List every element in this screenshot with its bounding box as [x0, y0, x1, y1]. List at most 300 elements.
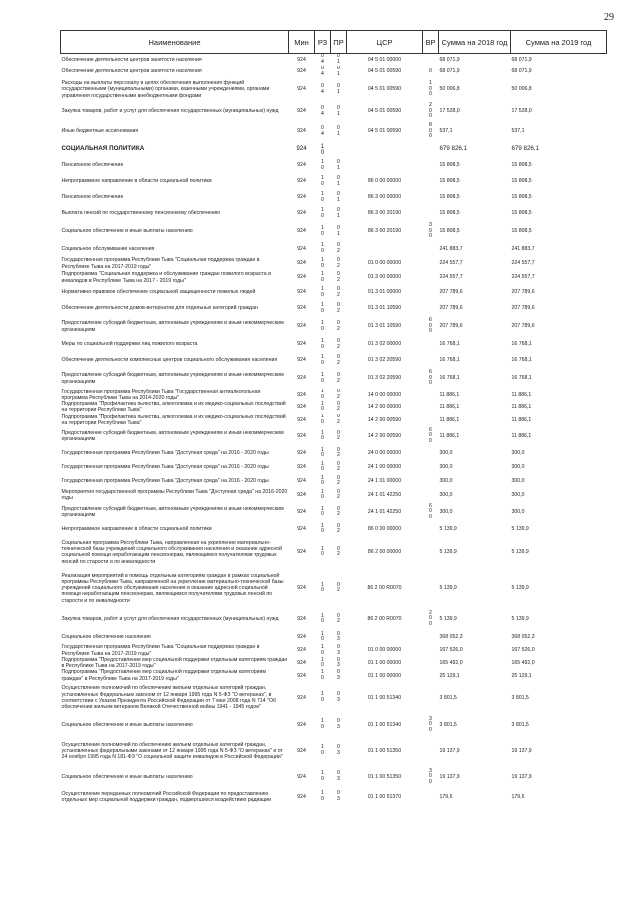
row-vr — [423, 242, 439, 257]
row-rz-digit: 1 — [321, 301, 324, 308]
row-rz-digit: 0 — [321, 307, 324, 314]
row-vr-digit: 0 — [429, 113, 432, 120]
row-sum-2019: 16 768,1 — [511, 341, 532, 348]
row-rz-digit: 0 — [321, 180, 324, 187]
row-sum-2019: 207 789,6 — [511, 305, 535, 312]
row-pr — [331, 736, 347, 766]
table-row — [61, 714, 607, 736]
row-csr: 24 1 01 00000 — [367, 478, 402, 485]
row-min: 924 — [297, 549, 306, 556]
row-min: 924 — [297, 375, 306, 382]
row-vr-digit: 0 — [429, 778, 432, 785]
row-pr-digit: 0 — [337, 446, 340, 453]
row-sum-2018: 25 129,1 — [439, 672, 460, 679]
row-rz — [315, 446, 331, 460]
row-name: Пенсионное обеспечение — [61, 162, 124, 169]
row-rz-digit: 1 — [321, 371, 324, 378]
row-name: Социальное обеспечение и иные выплаты населению — [61, 228, 193, 235]
row-csr: 01 1 00 00000 — [367, 672, 402, 679]
row-rz-digit: 0 — [320, 148, 325, 156]
row-rz-digit: 0 — [321, 750, 324, 757]
row-pr-digit: 0 — [337, 429, 340, 436]
row-name: Социальное обеспечение и иные выплаты населению — [61, 773, 193, 780]
row-vr — [423, 206, 439, 222]
row-min: 924 — [297, 274, 306, 281]
header-min: Мин — [289, 31, 315, 54]
row-sum-2018: 11 886,1 — [439, 433, 460, 440]
row-rz — [315, 414, 331, 427]
row-min: 924 — [297, 289, 306, 296]
row-min: 924 — [297, 245, 306, 252]
row-name: Иные бюджетные ассигнования — [61, 128, 139, 135]
row-pr-digit: 2 — [337, 528, 340, 535]
row-sum-2018: 19 137,9 — [439, 773, 460, 780]
row-sum-2019: 50 006,8 — [511, 86, 532, 93]
row-pr-digit: 2 — [337, 291, 340, 298]
row-rz-digit: 1 — [321, 429, 324, 436]
row-pr-digit: 0 — [337, 545, 340, 552]
row-sum-2019: 16 768,1 — [511, 375, 532, 382]
row-rz-digit: 1 — [321, 581, 324, 588]
row-vr-digit: 1 — [429, 80, 432, 87]
row-csr: 01 3 02 20590 — [367, 357, 402, 364]
row-pr-digit: 2 — [337, 435, 340, 442]
table-row — [61, 474, 607, 488]
row-min: 924 — [297, 793, 306, 800]
row-rz-digit: 1 — [321, 190, 324, 197]
row-min: 924 — [296, 145, 307, 153]
row-rz-digit: 1 — [321, 669, 324, 676]
table-row — [61, 460, 607, 474]
table-row — [61, 736, 607, 766]
row-sum-2018: 300,0 — [439, 464, 453, 471]
row-min: 924 — [297, 616, 306, 623]
row-rz — [315, 460, 331, 474]
row-sum-2019: 15 808,5 — [511, 228, 532, 235]
table-body — [61, 54, 607, 807]
row-name: Обеспечение деятельности центров занятости населения — [61, 56, 202, 63]
row-pr-digit: 0 — [337, 158, 340, 165]
row-rz — [315, 174, 331, 190]
row-rz — [315, 102, 331, 122]
row-sum-2019: 16 768,1 — [511, 357, 532, 364]
row-rz — [315, 158, 331, 174]
row-name: Обеспечение деятельности центров занятости населения — [61, 68, 202, 75]
row-sum-2019: 11 886,1 — [511, 404, 532, 411]
table-row — [61, 190, 607, 206]
row-rz-digit: 4 — [321, 58, 324, 65]
row-pr-digit: 0 — [337, 353, 340, 360]
row-rz-digit: 1 — [321, 270, 324, 277]
row-sum-2018: 16 768,1 — [439, 341, 460, 348]
row-name: Осуществление полномочий по обеспечению жильем отдельных категорий граждан, установленных федеральными законами от 12 января 1995 года N 5-ФЗ "О ветеранах" и от 24 ноября 1995 года N 181-ФЗ "О социальной защите инвалидов в Российской Федерации" — [61, 741, 283, 761]
row-csr — [347, 630, 423, 644]
row-min: 924 — [297, 747, 306, 754]
row-pr — [331, 669, 347, 682]
row-pr-digit: 3 — [337, 662, 340, 669]
row-vr-digit: 3 — [429, 222, 432, 229]
row-sum-2018: 537,1 — [439, 128, 453, 135]
row-rz-digit: 0 — [321, 452, 324, 459]
table-row — [61, 317, 607, 337]
row-rz — [315, 488, 331, 502]
row-pr — [331, 337, 347, 353]
row-sum-2019: 3 801,5 — [511, 694, 529, 701]
row-rz-digit: 0 — [321, 466, 324, 473]
row-name: Закупка товаров, работ и услуг для обеспечения государственных (муниципальных) нужд — [61, 108, 279, 115]
page-number: 29 — [604, 12, 614, 23]
row-pr-digit: 0 — [337, 388, 340, 395]
row-rz-digit: 1 — [321, 206, 324, 213]
row-vr — [423, 122, 439, 142]
row-vr-digit: 0 — [429, 380, 432, 387]
row-vr — [423, 174, 439, 190]
row-rz-digit: 1 — [321, 337, 324, 344]
row-rz-digit: 0 — [321, 587, 324, 594]
row-pr-digit: 2 — [337, 618, 340, 625]
row-pr — [331, 608, 347, 630]
row-name: Подпрограмма "Предоставление мер социальной поддержки отдельным категориям граждан" в Республике Тыва на 2017-2019 годы" — [61, 669, 266, 682]
table-row — [61, 222, 607, 242]
header-vr: ВР — [423, 31, 439, 54]
row-vr — [423, 222, 439, 242]
row-rz-digit: 0 — [321, 418, 324, 425]
row-pr — [331, 682, 347, 714]
row-min: 924 — [297, 210, 306, 217]
row-csr: 04 5 01 00590 — [367, 128, 402, 135]
row-csr: 01 3 00 00000 — [367, 274, 402, 281]
row-name: Государственная программа Республики Тыва "Доступная среда" на 2016 - 2020 годы — [61, 464, 269, 471]
row-min: 924 — [297, 128, 306, 135]
row-min: 924 — [297, 526, 306, 533]
row-pr — [331, 78, 347, 102]
row-name: Социальная программа Республики Тыва, направленная на укрепление материально-технической базы учреждений социального обслуживания населения и оказание адресной социальной помощи неработающим пенсионерам, являющимся получателями трудовых пенсий по старости и по инвалидности — [61, 539, 282, 565]
row-pr — [331, 174, 347, 190]
row-rz-digit: 0 — [321, 164, 324, 171]
row-csr: 86 2 00 R0070 — [367, 585, 402, 592]
row-name: Предоставление субсидий бюджетным, автономным учреждениям и иным некоммерческим организациям — [61, 320, 284, 333]
row-pr — [331, 158, 347, 174]
row-csr — [347, 242, 423, 257]
row-min: 924 — [297, 228, 306, 235]
row-rz-digit: 1 — [321, 285, 324, 292]
row-rz — [315, 736, 331, 766]
row-sum-2019: 179,6 — [511, 793, 525, 800]
table-row — [61, 369, 607, 389]
row-rz-digit: 1 — [321, 413, 324, 420]
row-rz-digit: 1 — [321, 460, 324, 467]
row-pr — [331, 317, 347, 337]
row-rz-digit: 0 — [321, 724, 324, 731]
row-vr-digit: 3 — [429, 715, 432, 722]
row-pr-digit: 0 — [337, 718, 340, 725]
row-pr — [331, 206, 347, 222]
row-rz-digit: 1 — [321, 256, 324, 263]
row-pr-digit: 1 — [337, 212, 340, 219]
row-sum-2018: 224 557,7 — [439, 260, 463, 267]
table-row — [61, 446, 607, 460]
row-csr: 01 3 01 00000 — [367, 289, 402, 296]
row-vr — [423, 669, 439, 682]
row-pr-digit: 2 — [337, 452, 340, 459]
row-sum-2019: 300,0 — [511, 492, 525, 499]
row-rz-digit: 4 — [321, 130, 324, 137]
row-pr — [331, 301, 347, 317]
row-vr-digit: 0 — [429, 726, 432, 733]
row-sum-2018: 5 139,9 — [439, 585, 457, 592]
row-min: 924 — [297, 433, 306, 440]
row-sum-2018: 679 826,1 — [439, 145, 468, 153]
row-pr-digit: 0 — [337, 790, 340, 797]
row-pr-digit: 2 — [337, 377, 340, 384]
row-sum-2019: 5 139,9 — [511, 549, 529, 556]
row-pr-digit: 1 — [337, 58, 340, 65]
row-rz-digit: 0 — [321, 230, 324, 237]
row-rz — [315, 608, 331, 630]
row-csr: 01 1 00 51340 — [367, 694, 402, 701]
table-row — [61, 285, 607, 301]
row-csr: 14 2 00 00590 — [367, 433, 402, 440]
row-sum-2018: 207 789,6 — [439, 305, 463, 312]
row-rz-digit: 0 — [321, 662, 324, 669]
table-row — [61, 401, 607, 414]
header-name: Наименование — [61, 31, 289, 54]
row-rz — [315, 122, 331, 142]
table-row — [61, 206, 607, 222]
row-rz-digit: 0 — [321, 212, 324, 219]
row-pr — [331, 369, 347, 389]
row-name: Государственная программа Республики Тыва "Доступная среда" на 2016 - 2020 годы — [61, 450, 269, 457]
row-name: Обеспечение деятельности комплексных центров социального обслуживания населения — [61, 357, 278, 364]
row-rz-digit: 4 — [321, 110, 324, 117]
row-pr — [331, 502, 347, 522]
row-csr: 01 3 01 10590 — [367, 323, 402, 330]
row-pr-digit: 0 — [337, 488, 340, 495]
row-name: Государственная программа Республики Тыва "Доступная среда" на 2016 - 2020 годы — [61, 478, 269, 485]
row-name: Пенсионное обеспечение — [61, 194, 124, 201]
row-min: 924 — [297, 492, 306, 499]
row-sum-2018: 15 808,5 — [439, 210, 460, 217]
header-pr: ПР — [331, 31, 347, 54]
row-sum-2018: 179,6 — [439, 793, 453, 800]
row-rz-digit: 1 — [321, 388, 324, 395]
row-csr: 01 3 01 10590 — [367, 305, 402, 312]
row-sum-2018: 15 808,5 — [439, 162, 460, 169]
row-vr — [423, 460, 439, 474]
row-sum-2018: 241 883,7 — [439, 245, 463, 252]
row-vr — [423, 317, 439, 337]
row-pr — [331, 488, 347, 502]
row-rz — [315, 714, 331, 736]
row-rz-digit: 0 — [321, 104, 324, 111]
row-pr-digit: 3 — [337, 724, 340, 731]
row-sum-2019: 537,1 — [511, 128, 525, 135]
row-csr: 86 0 00 00000 — [367, 526, 402, 533]
row-csr: 04 5 01 00590 — [367, 86, 402, 93]
row-csr — [347, 142, 423, 158]
row-rz — [315, 242, 331, 257]
row-sum-2019: 68 071,9 — [511, 68, 532, 75]
row-min: 924 — [297, 323, 306, 330]
row-sum-2018: 16 768,1 — [439, 375, 460, 382]
row-rz — [315, 337, 331, 353]
row-vr — [423, 714, 439, 736]
row-vr — [423, 257, 439, 271]
row-sum-2019: 15 808,5 — [511, 162, 532, 169]
row-name: Государственная программа Республики Тыва "Социальная поддержка граждан в Республике Тыва на 2017-2019 годы" — [61, 257, 260, 270]
row-rz-digit: 1 — [321, 488, 324, 495]
row-sum-2018: 300,0 — [439, 509, 453, 516]
row-sum-2018: 300,0 — [439, 492, 453, 499]
row-vr-digit: 0 — [429, 374, 432, 381]
row-vr — [423, 401, 439, 414]
table-row — [61, 630, 607, 644]
row-name: Социальное обеспечение и иные выплаты населению — [61, 721, 193, 728]
row-rz-digit: 1 — [321, 319, 324, 326]
table-row — [61, 488, 607, 502]
row-min: 924 — [297, 634, 306, 641]
row-pr — [331, 568, 347, 608]
row-name: Меры по социальной поддержки лиц пожилого возраста — [61, 341, 198, 348]
row-name: Предоставление субсидий бюджетным, автономным учреждениям и иным некоммерческим организациям — [61, 372, 284, 385]
row-csr: 86 3 00 00000 — [367, 194, 402, 201]
table-row — [61, 158, 607, 174]
row-vr-digit: 0 — [429, 615, 432, 622]
row-vr — [423, 474, 439, 488]
row-pr-digit: 3 — [337, 636, 340, 643]
row-pr-digit: 0 — [337, 371, 340, 378]
row-rz-digit: 1 — [321, 612, 324, 619]
row-name: Подпрограмма "Профилактика пьянства, алкоголизма и их медико-социальных последствий на территории Республики Тыва" — [61, 401, 286, 414]
row-rz-digit: 0 — [321, 618, 324, 625]
row-pr-digit: 2 — [337, 406, 340, 413]
table-row — [61, 568, 607, 608]
row-pr-digit: 0 — [337, 319, 340, 326]
row-pr — [331, 66, 347, 78]
row-vr-digit: 0 — [429, 227, 432, 234]
row-sum-2018: 11 886,1 — [439, 416, 460, 423]
row-sum-2019: 11 886,1 — [511, 433, 532, 440]
row-vr-digit: 0 — [429, 432, 432, 439]
row-pr-digit: 0 — [337, 630, 340, 637]
row-rz-digit: 1 — [321, 545, 324, 552]
row-pr-digit: 0 — [337, 691, 340, 698]
table-row — [61, 788, 607, 806]
row-rz — [315, 353, 331, 369]
row-pr-digit: 1 — [337, 70, 340, 77]
row-pr-digit: 0 — [337, 104, 340, 111]
row-min: 924 — [297, 416, 306, 423]
row-name: Социальное обеспечение населения — [61, 634, 151, 641]
row-sum-2018: 17 528,0 — [439, 108, 460, 115]
row-pr-digit: 2 — [337, 343, 340, 350]
table-row — [61, 682, 607, 714]
row-rz-digit: 1 — [321, 644, 324, 650]
table-row — [61, 54, 607, 66]
row-rz — [315, 190, 331, 206]
row-rz — [315, 669, 331, 682]
row-min: 924 — [297, 694, 306, 701]
table-row — [61, 536, 607, 568]
row-pr-digit: 2 — [337, 307, 340, 314]
row-sum-2019: 300,0 — [511, 509, 525, 516]
row-pr-digit: 1 — [337, 110, 340, 117]
row-pr-digit: 0 — [337, 413, 340, 420]
table-row — [61, 644, 607, 657]
row-csr — [347, 158, 423, 174]
row-pr-digit: 2 — [337, 480, 340, 487]
row-pr-digit: 2 — [337, 359, 340, 366]
row-rz-digit: 1 — [321, 474, 324, 481]
row-sum-2018: 3 801,5 — [439, 721, 457, 728]
row-pr-digit: 1 — [337, 88, 340, 95]
row-rz — [315, 78, 331, 102]
row-rz-digit: 1 — [321, 770, 324, 777]
table-row — [61, 257, 607, 271]
table-row — [61, 78, 607, 102]
row-vr — [423, 353, 439, 369]
row-min: 924 — [297, 305, 306, 312]
row-name: Предоставление субсидий бюджетным, автономным учреждениям и иным некоммерческим организациям — [61, 429, 284, 443]
row-rz — [315, 536, 331, 568]
row-name: Предоставление субсидий бюджетным, автономным учреждениям и иным некоммерческим организациям — [61, 505, 284, 519]
row-name: Государственная программа Республики Тыва "Государственная антиалкогольная программа Республики Тыва на 2014-2020 годы" — [61, 388, 261, 401]
row-csr: 14 2 00 00000 — [367, 404, 402, 411]
row-vr — [423, 644, 439, 657]
row-pr-digit: 0 — [337, 206, 340, 213]
row-vr — [423, 158, 439, 174]
row-pr-digit: 0 — [337, 656, 340, 663]
row-rz — [315, 66, 331, 78]
row-rz-digit: 0 — [321, 494, 324, 501]
row-name: Государственная программа Республики Тыва "Социальная поддержка граждан в Республике Тыва на 2017-2019 годы" — [61, 644, 260, 657]
table-row — [61, 66, 607, 78]
row-sum-2018: 5 139,9 — [439, 526, 457, 533]
row-pr-digit: 0 — [337, 612, 340, 619]
row-rz — [315, 257, 331, 271]
row-min: 924 — [297, 162, 306, 169]
row-vr — [423, 426, 439, 446]
row-sum-2019: 207 789,6 — [511, 323, 535, 330]
row-rz-digit: 0 — [321, 65, 324, 71]
row-rz-digit: 0 — [321, 262, 324, 269]
row-rz-digit: 1 — [321, 401, 324, 407]
row-vr — [423, 389, 439, 402]
row-pr — [331, 122, 347, 142]
row-sum-2018: 15 808,5 — [439, 194, 460, 201]
row-sum-2019: 679 826,1 — [511, 145, 540, 153]
row-vr-digit: 0 — [429, 67, 432, 74]
row-csr: 24 1 01 42250 — [367, 509, 402, 516]
row-pr-digit: 1 — [337, 230, 340, 237]
row-pr — [331, 285, 347, 301]
row-vr-digit: 0 — [429, 508, 432, 515]
table-row — [61, 502, 607, 522]
row-vr — [423, 414, 439, 427]
table-row — [61, 414, 607, 427]
row-rz — [315, 474, 331, 488]
row-csr: 01 1 00 51340 — [367, 721, 402, 728]
row-vr-digit: 2 — [429, 102, 432, 109]
row-pr-digit: 0 — [337, 242, 340, 249]
row-pr — [331, 474, 347, 488]
row-rz-digit: 0 — [321, 276, 324, 283]
row-vr — [423, 502, 439, 522]
row-rz — [315, 222, 331, 242]
row-pr-digit: 0 — [337, 124, 340, 131]
row-pr-digit: 3 — [337, 674, 340, 681]
budget-table — [60, 30, 607, 806]
